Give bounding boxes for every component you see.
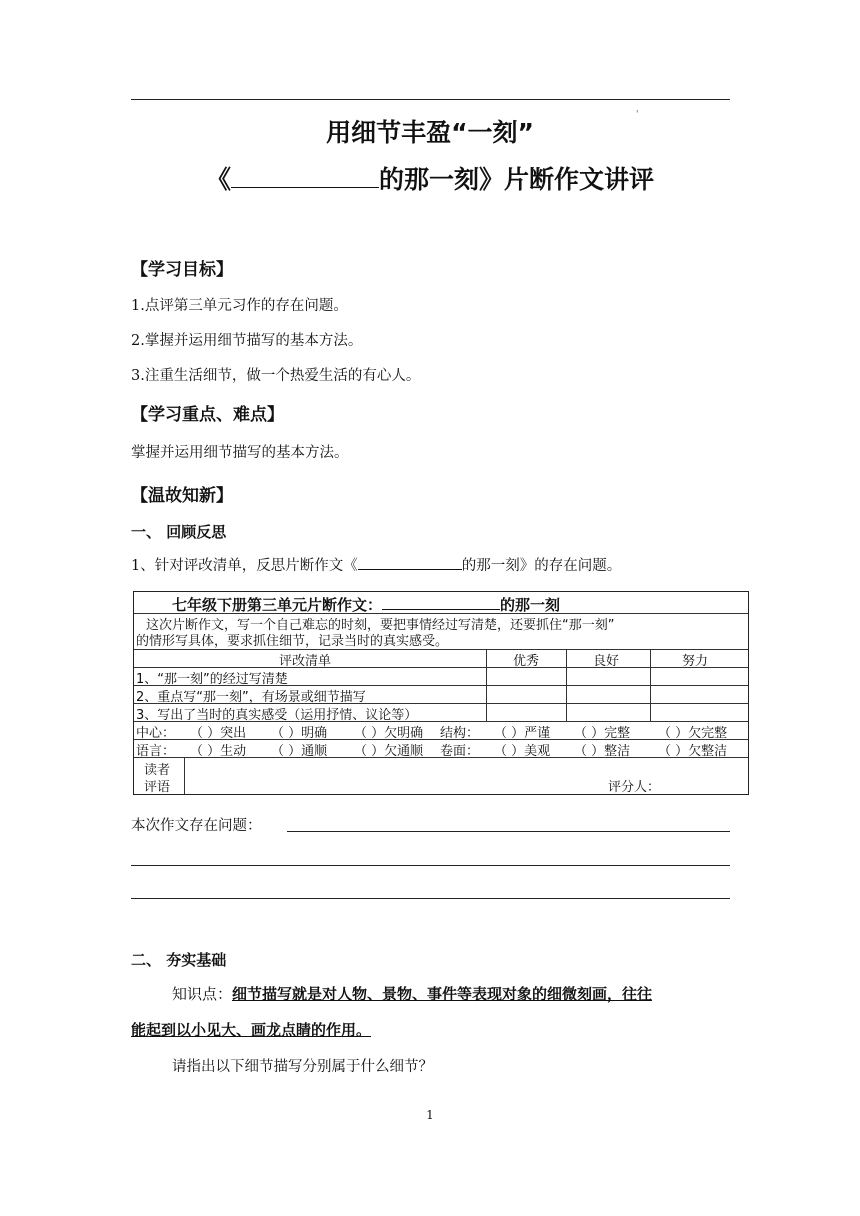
goal-item: 1.点评第三单元习作的存在问题。 [131, 298, 348, 314]
checklist-title-suffix: 的那一刻 [500, 596, 561, 614]
checklist-item: 1、“那一刻”的经过写清楚 [136, 672, 288, 687]
knowledge-label: 知识点： [172, 985, 233, 1003]
subtitle-blank[interactable] [231, 165, 379, 188]
column-header: 良好 [593, 654, 620, 669]
structure-option[interactable]: （ ）完整 [574, 726, 631, 741]
part2-title: 二、 夯实基础 [131, 951, 227, 969]
part1-title: 一、 回顾反思 [131, 523, 227, 541]
language-option[interactable]: （ ）欠通顺 [354, 744, 424, 759]
column-header: 评改清单 [279, 654, 332, 669]
center-option[interactable]: （ ）明确 [271, 726, 328, 741]
knowledge-point [172, 983, 732, 1004]
language-label: 语言： [136, 744, 176, 759]
checklist-item: 2、重点写“那一刻”，有场景或细节描写 [136, 690, 366, 705]
subtitle-prefix: 《 [205, 165, 231, 194]
part1-question [131, 554, 621, 575]
part1-question-prefix: 1、针对评改清单，反思片断作文《 [131, 558, 358, 574]
knowledge-text: 能起到以小见大、画龙点睛的作用。 [131, 1021, 372, 1039]
column-header: 努力 [682, 654, 709, 669]
structure-option[interactable]: （ ）严谨 [494, 726, 551, 741]
layout-option[interactable]: （ ）整洁 [574, 744, 631, 759]
table-rule [134, 649, 748, 650]
checklist-title-prefix: 七年级下册第三单元片断作文： [172, 596, 383, 614]
structure-option[interactable]: （ ）欠完整 [658, 726, 728, 741]
page-number: 1 [426, 1108, 434, 1122]
center-option[interactable]: （ ）突出 [190, 726, 247, 741]
subtitle-suffix: 的那一刻》片断作文讲评 [379, 165, 655, 194]
document-subtitle [0, 160, 860, 196]
checklist-intro: 的情形写具体，要求抓住细节，记录当时的真实感受。 [136, 634, 449, 649]
layout-label: 卷面： [440, 744, 480, 759]
header-rule [131, 99, 730, 100]
goals-heading: 【学习目标】 [131, 260, 233, 280]
center-option[interactable]: （ ）欠明确 [354, 726, 424, 741]
table-rule [650, 649, 651, 721]
key-heading: 【学习重点、难点】 [131, 405, 284, 425]
checklist-title [172, 594, 560, 615]
reader-label: 读者 [144, 763, 171, 778]
key-text: 掌握并运用细节描写的基本方法。 [131, 445, 349, 461]
language-option[interactable]: （ ）生动 [190, 744, 247, 759]
corner-mark: ' [636, 110, 639, 120]
center-label: 中心： [136, 726, 176, 741]
table-rule [184, 757, 185, 795]
goal-item: 2.掌握并运用细节描写的基本方法。 [131, 333, 363, 349]
knowledge-text: 细节描写就是对人物、景物、事件等表现对象的细微刻画，往往 [232, 985, 653, 1003]
review-heading: 【温故知新】 [131, 486, 233, 506]
checklist-intro: 这次片断作文，写一个自己难忘的时刻，要把事情经过写清楚，还要抓住“那一刻” [146, 618, 615, 633]
document-title: 用细节丰盈“一刻” [326, 118, 534, 147]
part1-question-blank[interactable] [358, 555, 462, 570]
answer-line[interactable] [131, 865, 730, 866]
question-text: 请指出以下细节描写分别属于什么细节？ [172, 1059, 433, 1075]
goal-item: 3.注重生活细节，做一个热爱生活的有心人。 [131, 368, 421, 384]
layout-option[interactable]: （ ）美观 [494, 744, 551, 759]
grader-label: 评分人： [608, 780, 661, 795]
checklist-table [133, 591, 749, 795]
table-rule [566, 649, 567, 721]
problem-label: 本次作文存在问题： [131, 818, 262, 834]
table-rule [486, 649, 487, 721]
answer-line[interactable] [131, 898, 730, 899]
structure-label: 结构： [440, 726, 480, 741]
part1-question-suffix: 的那一刻》的存在问题。 [461, 558, 622, 574]
reader-label: 评语 [144, 780, 171, 795]
language-option[interactable]: （ ）通顺 [271, 744, 328, 759]
layout-option[interactable]: （ ）欠整洁 [658, 744, 728, 759]
checklist-title-blank [382, 596, 500, 610]
answer-line[interactable] [287, 831, 730, 832]
table-rule [134, 757, 748, 758]
checklist-item: 3、写出了当时的真实感受（运用抒情、议论等） [136, 708, 418, 723]
column-header: 优秀 [513, 654, 540, 669]
